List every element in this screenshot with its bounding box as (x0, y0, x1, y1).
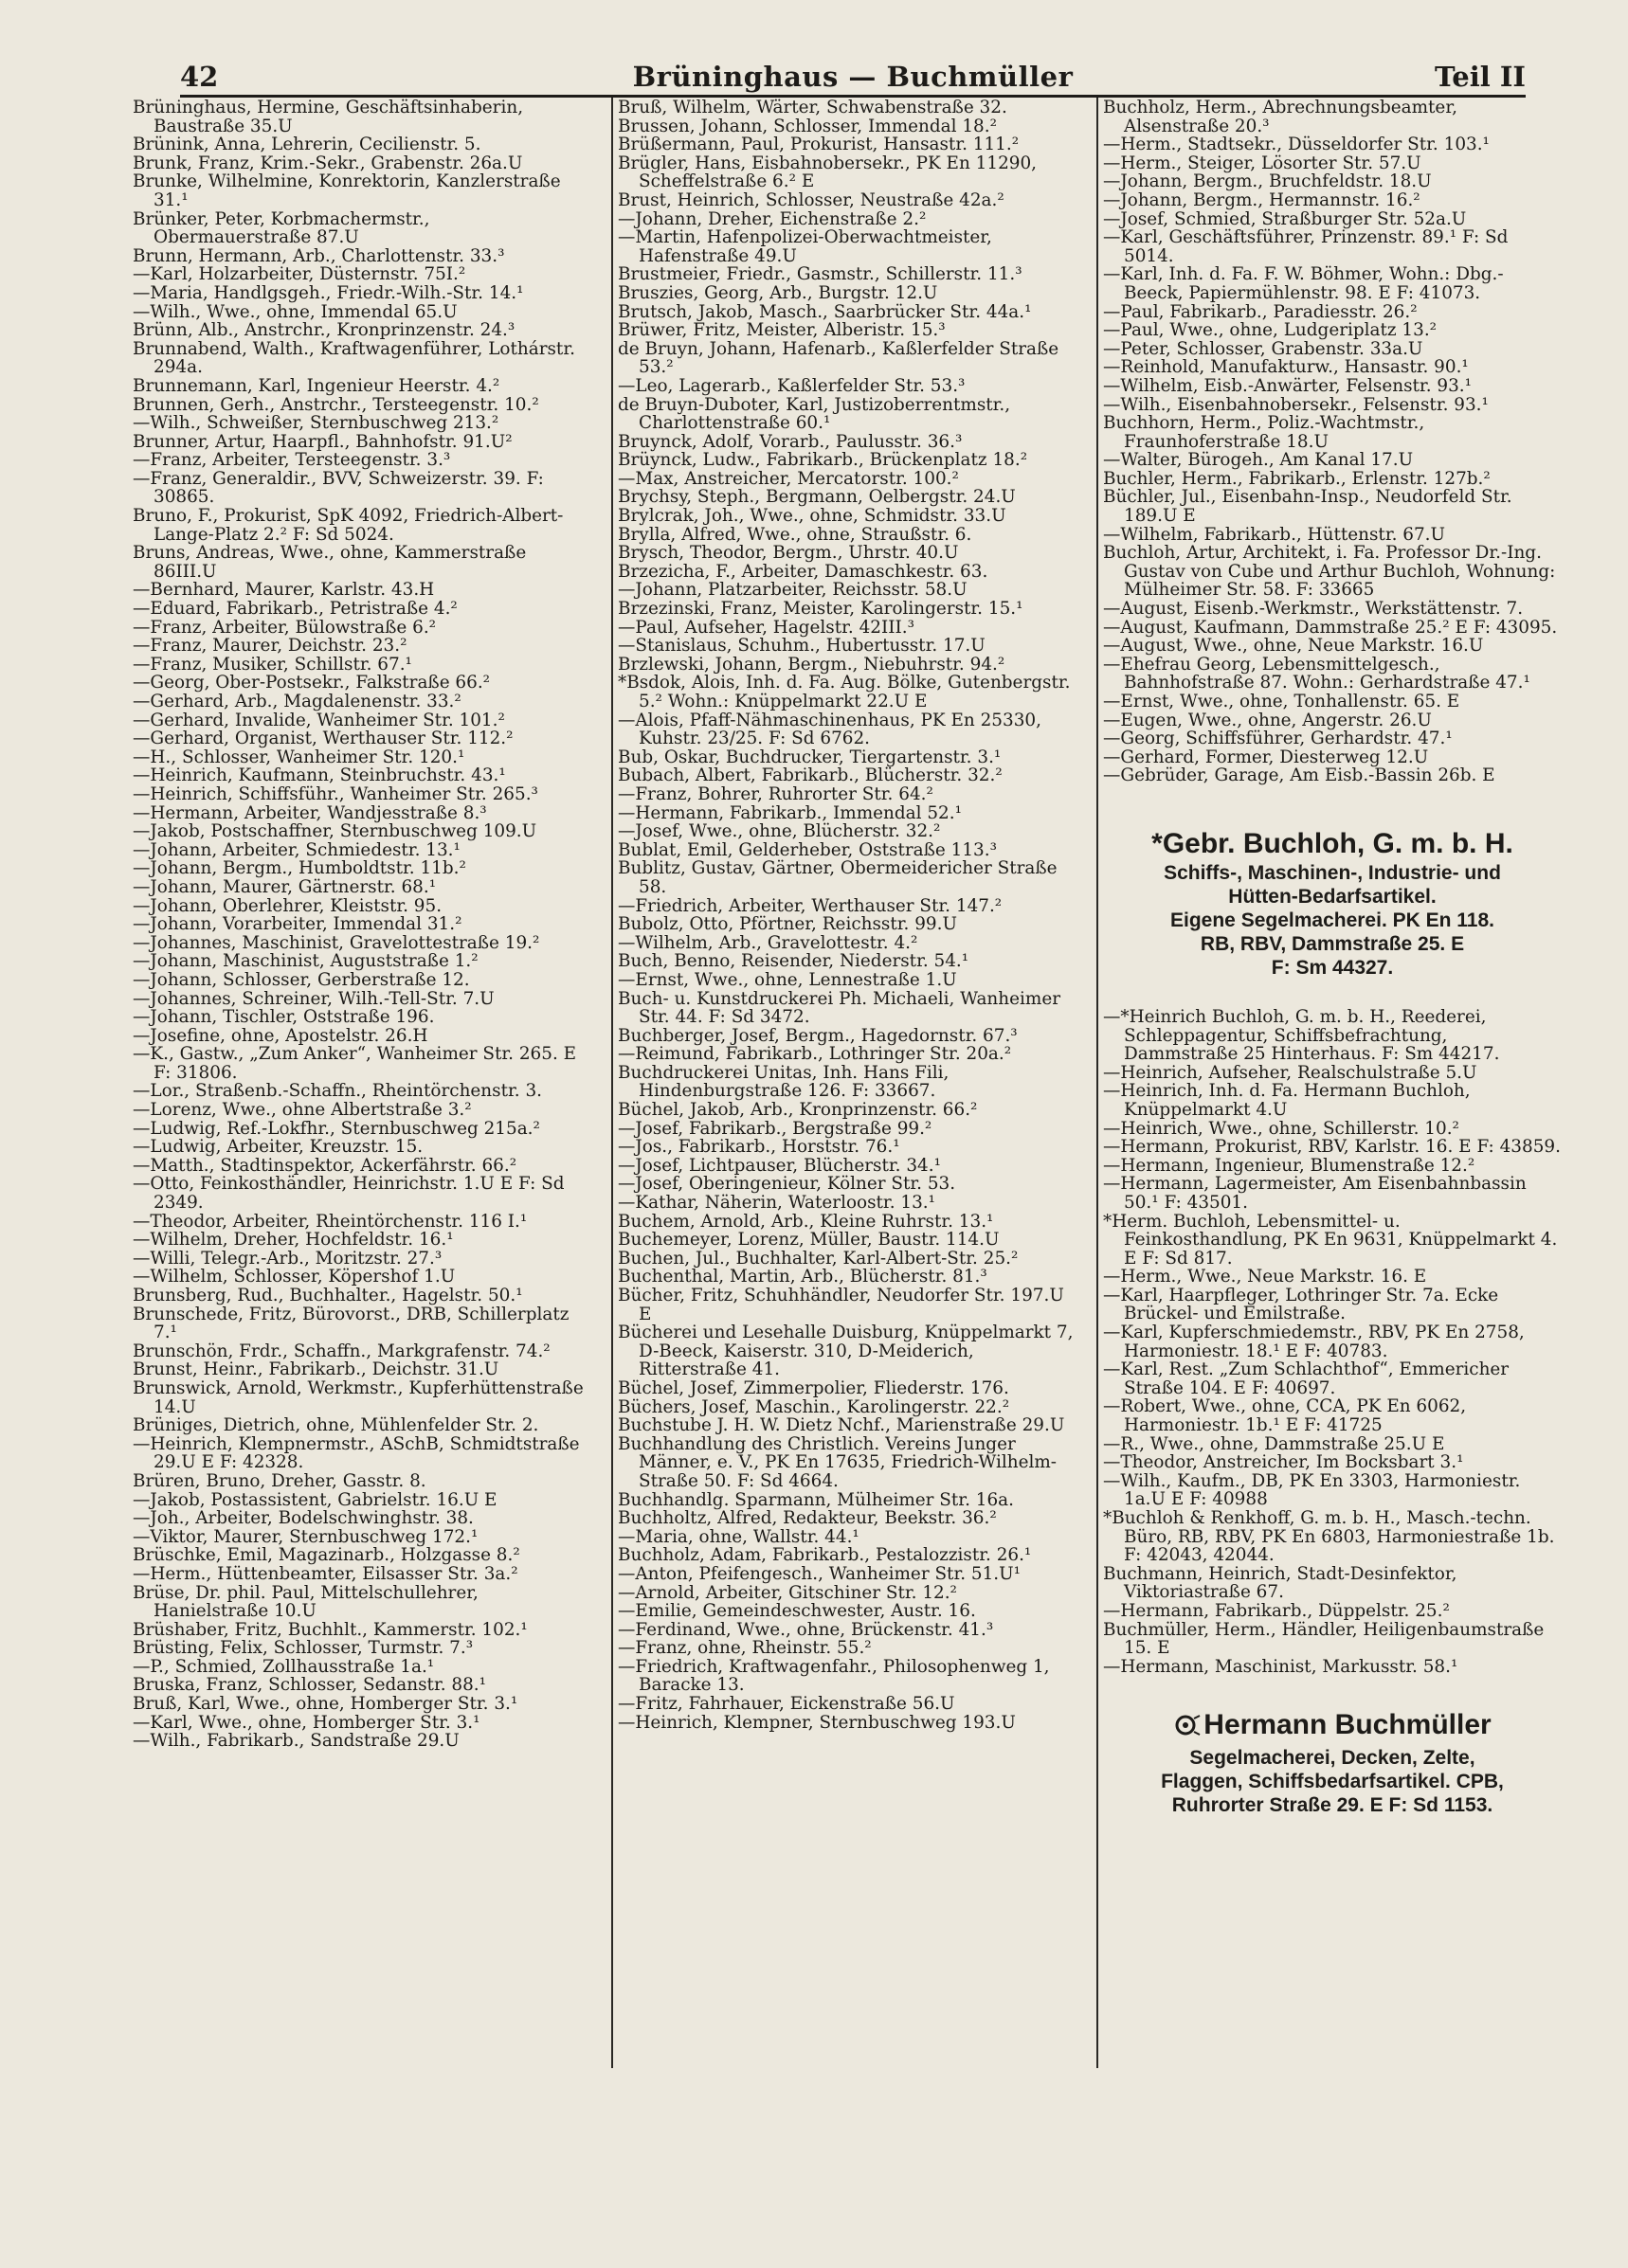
directory-entry: —Anton, Pfeifengesch., Wanheimer Str. 51.U¹ (618, 1563, 1022, 1584)
directory-entry: —Josef, Oberingenieur, Kölner Str. 53. (618, 1174, 956, 1195)
directory-entry: Buchdruckerei Unitas, Inh. Hans Fili, Hindenburgstraße 126. F: 33667. (618, 1062, 950, 1102)
directory-entry: —Franz, Musiker, Schillstr. 67.¹ (133, 654, 412, 675)
directory-entry: —Eugen, Wwe., ohne, Angerstr. 26.U (1103, 710, 1432, 730)
directory-entry: —Maria, ohne, Wallstr. 44.¹ (618, 1526, 859, 1547)
directory-entry: Brüshaber, Fritz, Buchhlt., Kammerstr. 102.¹ (133, 1619, 528, 1640)
directory-entry: Bublat, Emil, Gelderheber, Oststraße 113.³ (618, 839, 997, 860)
directory-entry: —Wilhelm, Fabrikarb., Hüttenstr. 67.U (1103, 524, 1446, 545)
directory-entry: Bücher, Fritz, Schuhhändler, Neudorfer Str. 197.U E (618, 1286, 1064, 1324)
directory-entry: Brunschede, Fritz, Bürovorst., DRB, Schillerplatz 7.¹ (133, 1304, 570, 1343)
directory-entry: —Franz, Generaldir., BVV, Schweizerstr. 39. F: 30865. (133, 468, 544, 508)
ad-line: Eigene Segelmacherei. PK En 118. (1170, 909, 1494, 931)
directory-entry: —Karl, Holzarbeiter, Düsternstr. 75I.² (133, 264, 466, 285)
directory-entry: —Josef, Lichtpauser, Blücherstr. 34.¹ (618, 1155, 941, 1176)
directory-entry: —Stanislaus, Schuhm., Hubertusstr. 17.U (618, 636, 986, 657)
directory-entry: Bruß, Wilhelm, Wärter, Schwabenstraße 32. (618, 98, 1007, 117)
directory-entry: —Wilh., Kaufm., DB, PK En 3303, Harmoniestr. 1a.U E F: 40988 (1103, 1470, 1521, 1510)
directory-entry: —Robert, Wwe., ohne, CCA, PK En 6062, Harmoniestr. 1b.¹ E F: 41725 (1103, 1396, 1467, 1436)
directory-entry: Brutsch, Jakob, Masch., Saarbrücker Str. 44a.¹ (618, 301, 1032, 322)
directory-entry: —Ludwig, Ref.-Lokfhr., Sternbuschweg 215a.² (133, 1118, 540, 1139)
directory-entry: —Heinrich, Inh. d. Fa. Hermann Buchloh, Knüppelmarkt 4.U (1103, 1081, 1471, 1120)
directory-entry: —Karl, Geschäftsführer, Prinzenstr. 89.¹ F: Sd 5014. (1103, 227, 1509, 266)
directory-entry: Brunschön, Frdr., Schaffn., Markgrafenstr. 74.² (133, 1341, 551, 1361)
directory-entry: —Franz, Arbeiter, Bülowstraße 6.² (133, 617, 437, 638)
directory-entry: —Johann, Bergm., Humboldtstr. 11b.² (133, 858, 466, 879)
directory-entry: —Johann, Platzarbeiter, Reichsstr. 58.U (618, 580, 968, 601)
directory-entry: —Fritz, Fahrhauer, Eickenstraße 56.U (618, 1694, 955, 1715)
directory-entry: Brysch, Theodor, Bergm., Uhrstr. 40.U (618, 543, 959, 564)
directory-entry: —Karl, Haarpfleger, Lothringer Str. 7a. Ecke Brückel- und Emilstraße. (1103, 1285, 1499, 1324)
directory-entry: —Franz, Bohrer, Ruhrorter Str. 64.² (618, 783, 933, 804)
directory-entry: Buchberger, Josef, Bergm., Hagedornstr. 67.³ (618, 1025, 1018, 1046)
directory-entry: —Karl, Wwe., ohne, Homberger Str. 3.¹ (133, 1712, 480, 1733)
directory-entry: —Georg, Schiffsführer, Gerhardstr. 47.¹ (1103, 729, 1453, 749)
directory-entry: —Matth., Stadtinspektor, Ackerfährstr. 66.² (133, 1155, 517, 1176)
directory-entry: Brüschke, Emil, Magazinarb., Holzgasse 8.² (133, 1545, 520, 1566)
directory-entry: Bubach, Albert, Fabrikarb., Blücherstr. 32.² (618, 765, 1003, 786)
directory-entry: Buchholtz, Alfred, Redakteur, Beekstr. 36.² (618, 1508, 997, 1529)
directory-entry: —Wilhelm, Eisb.-Anwärter, Felsenstr. 93.¹ (1103, 375, 1473, 396)
directory-entry: —Friedrich, Kraftwagenfahr., Philosophenweg 1, Baracke 13. (618, 1656, 1050, 1696)
directory-entry: Bub, Oskar, Buchdrucker, Tiergartenstr. 3.¹ (618, 747, 1002, 767)
directory-entry: —Gerhard, Invalide, Wanheimer Str. 101.² (133, 710, 505, 730)
column-2 (618, 99, 1076, 1732)
directory-entry: —Johannes, Maschinist, Gravelottestraße 19.² (133, 932, 540, 953)
advertisement-gebr-buchloh (1103, 827, 1562, 980)
directory-entry: —Alois, Pfaff-Nähmaschinenhaus, PK En 25330, Kuhstr. 23/25. F: Sd 6762. (618, 710, 1041, 749)
directory-entry: —August, Kaufmann, Dammstraße 25.² E F: 43095. (1103, 617, 1558, 638)
directory-entry: —Friedrich, Arbeiter, Werthauser Str. 147.² (618, 895, 1003, 916)
directory-entry: —Johann, Dreher, Eichenstraße 2.² (618, 208, 927, 229)
directory-entry: Brüniges, Dietrich, ohne, Mühlenfelder Str. 2. (133, 1415, 539, 1436)
directory-entry: —Wilhelm, Schlosser, Köpershof 1.U (133, 1267, 456, 1287)
directory-entry: Brunk, Franz, Krim.-Sekr., Grabenstr. 26a.U (133, 153, 523, 173)
directory-entry: —Heinrich, Aufseher, Realschulstraße 5.U (1103, 1062, 1477, 1083)
directory-entry: Brunst, Heinr., Fabrikarb., Deichstr. 31.U (133, 1359, 499, 1380)
ad-line: RB, RBV, Dammstraße 25. E (1200, 932, 1465, 955)
directory-entry: —Johann, Schlosser, Gerberstraße 12. (133, 969, 470, 990)
ad-line: Ruhrorter Straße 29. E F: Sd 1153. (1171, 1794, 1493, 1817)
ornament-icon (1173, 1712, 1202, 1746)
directory-entry: —Johann, Tischler, Oststraße 196. (133, 1007, 435, 1028)
directory-entry: Brüwer, Fritz, Meister, Alberistr. 15.³ (618, 320, 946, 341)
directory-entry: Buchholz, Herm., Abrechnungsbeamter, Alsenstraße 20.³ (1103, 98, 1457, 136)
directory-entry: Brustmeier, Friedr., Gasmstr., Schillerstr. 11.³ (618, 264, 1022, 285)
directory-entry: Brünker, Peter, Korbmachermstr., Obermauerstraße 87.U (133, 208, 430, 248)
directory-entry: Buch, Benno, Reisender, Niederstr. 54.¹ (618, 951, 969, 972)
directory-entry: *Herm. Buchloh, Lebensmittel- u. Feinkosthandlung, PK En 9631, Knüppelmarkt 4. E F: Sd 817. (1103, 1211, 1558, 1269)
directory-entry: —Gerhard, Former, Diesterweg 12.U (1103, 747, 1429, 767)
directory-entry: Brüse, Dr. phil. Paul, Mittelschullehrer, Hanielstraße 10.U (133, 1582, 479, 1622)
directory-entry: Brünink, Anna, Lehrerin, Cecilienstr. 5. (133, 135, 481, 155)
directory-entry: Bruß, Karl, Wwe., ohne, Homberger Str. 3.¹ (133, 1694, 518, 1715)
directory-entry: Bruszies, Georg, Arb., Burgstr. 12.U (618, 282, 938, 303)
directory-entry: —Hermann, Fabrikarb., Immendal 52.¹ (618, 802, 962, 823)
directory-entry: Brzezicha, F., Arbeiter, Damaschkestr. 63. (618, 561, 988, 582)
directory-entry: Brunn, Hermann, Arb., Charlottenstr. 33.³ (133, 245, 505, 266)
directory-entry: —Josefine, ohne, Apostelstr. 26.H (133, 1025, 428, 1046)
directory-entry: —Jakob, Postassistent, Gabrielstr. 16.U E (133, 1489, 497, 1510)
directory-entry: Brünn, Alb., Anstrchr., Kronprinzenstr. 24.³ (133, 320, 516, 341)
directory-entry: —Georg, Ober-Postsekr., Falkstraße 66.² (133, 673, 491, 693)
directory-entry: —Lorenz, Wwe., ohne Albertstraße 3.² (133, 1100, 472, 1121)
directory-entry: Buchhandlg. Sparmann, Mülheimer Str. 16a. (618, 1489, 1014, 1510)
directory-entry: Brust, Heinrich, Schlosser, Neustraße 42a.² (618, 189, 1004, 210)
directory-entry: —Joh., Arbeiter, Bodelschwinghstr. 38. (133, 1508, 474, 1529)
directory-entry: —August, Wwe., ohne, Neue Markstr. 16.U (1103, 636, 1484, 657)
directory-entry: Buchler, Herm., Fabrikarb., Erlenstr. 127b.² (1103, 468, 1491, 489)
directory-entry: —Reinhold, Manufakturw., Hansastr. 90.¹ (1103, 357, 1469, 378)
directory-entry: —Herm., Steiger, Lösorter Str. 57.U (1103, 153, 1421, 173)
directory-entry: Buchemeyer, Lorenz, Müller, Baustr. 114.U (618, 1230, 1000, 1251)
directory-entry: —Karl, Kupferschmiedemstr., RBV, PK En 2758, Harmoniestr. 18.¹ E F: 40783. (1103, 1323, 1525, 1361)
ad-line: Segelmacherei, Decken, Zelte, (1189, 1747, 1475, 1770)
directory-entry: Buchhorn, Herm., Poliz.-Wachtmstr., Fraunhoferstraße 18.U (1103, 413, 1425, 452)
directory-entry: Bruno, F., Prokurist, SpK 4092, Friedrich-Albert-Lange-Platz 2.² F: Sd 5024. (133, 506, 564, 545)
directory-entry: —Wilh., Schweißer, Sternbuschweg 213.² (133, 413, 499, 434)
directory-entry: —Wilh., Wwe., ohne, Immendal 65.U (133, 301, 458, 322)
directory-entry: —August, Eisenb.-Werkmstr., Werkstättenstr. 7. (1103, 599, 1524, 620)
directory-entry: —Franz, Maurer, Deichstr. 23.² (133, 636, 407, 657)
directory-entry: Büchers, Josef, Maschin., Karolingerstr. 22.² (618, 1396, 1010, 1417)
ad-line: Flaggen, Schiffsbedarfsartikel. CPB, (1161, 1771, 1504, 1793)
directory-entry: —Heinrich, Kaufmann, Steinbruchstr. 43.¹ (133, 765, 506, 786)
directory-entry: Brunke, Wilhelmine, Konrektorin, Kanzlerstraße 31.¹ (133, 171, 561, 210)
directory-entry: Brüynck, Ludw., Fabrikarb., Brückenplatz 18.² (618, 450, 1028, 471)
directory-entry: —Ferdinand, Wwe., ohne, Brückenstr. 41.³ (618, 1619, 994, 1640)
directory-entry: —Jos., Fabrikarb., Horststr. 76.¹ (618, 1137, 900, 1158)
directory-entry: —Hermann, Lagermeister, Am Eisenbahnbassin 50.¹ F: 43501. (1103, 1174, 1527, 1213)
directory-entry: Brychsy, Steph., Bergmann, Oelbergstr. 24.U (618, 487, 1016, 508)
directory-entry: —Theodor, Anstreicher, Im Bocksbart 3.¹ (1103, 1452, 1464, 1473)
column-divider (611, 98, 613, 2068)
column-1 (133, 99, 591, 1751)
directory-entry: —Johann, Oberlehrer, Kleiststr. 95. (133, 895, 443, 916)
directory-entry: Brylcrak, Joh., Wwe., ohne, Schmidstr. 33.U (618, 506, 1006, 527)
directory-entry: —Paul, Fabrikarb., Paradiesstr. 26.² (1103, 301, 1418, 322)
directory-entry: Brunnabend, Walth., Kraftwagenführer, Lothárstr. 294a. (133, 338, 575, 378)
directory-entry: Büchler, Jul., Eisenbahn-Insp., Neudorfeld Str. 189.U E (1103, 487, 1512, 527)
directory-entry: —Arnold, Arbeiter, Gitschiner Str. 12.² (618, 1582, 957, 1603)
directory-entry: Brunnemann, Karl, Ingenieur Heerstr. 4.² (133, 375, 500, 396)
directory-entry: —Johann, Vorarbeiter, Immendal 31.² (133, 914, 462, 935)
directory-entry: —Johann, Maurer, Gärtnerstr. 68.¹ (133, 876, 437, 897)
directory-entry: —Kathar, Näherin, Waterloostr. 13.¹ (618, 1193, 936, 1214)
directory-entry: —Hermann, Prokurist, RBV, Karlstr. 16. E F: 43859. (1103, 1137, 1561, 1158)
directory-entry: —Wilhelm, Arb., Gravelottestr. 4.² (618, 932, 918, 953)
ad-line: Hütten-Bedarfsartikel. (1228, 885, 1437, 908)
directory-entry: —Hermann, Ingenieur, Blumenstraße 12.² (1103, 1155, 1475, 1176)
directory-entry: Brüsting, Felix, Schlosser, Turmstr. 7.³ (133, 1638, 474, 1659)
directory-entry: —Josef, Schmied, Straßburger Str. 52a.U (1103, 208, 1467, 229)
directory-entry: *Bsdok, Alois, Inh. d. Fa. Aug. Bölke, Gutenbergstr. 5.² Wohn.: Knüppelmarkt 22.U E (618, 673, 1071, 711)
directory-entry: —Walter, Bürogeh., Am Kanal 17.U (1103, 450, 1414, 471)
directory-entry: —Bernhard, Maurer, Karlstr. 43.H (133, 580, 435, 601)
directory-entry: —Karl, Rest. „Zum Schlachthof“, Emmericher Straße 104. E F: 40697. (1103, 1359, 1510, 1398)
directory-entry: —Ehefrau Georg, Lebensmittelgesch., Bahnhofstraße 87. Wohn.: Gerhardstraße 47.¹ (1103, 654, 1530, 693)
directory-entry: Brunnen, Gerh., Anstrchr., Tersteegenstr. 10.² (133, 394, 539, 415)
directory-entry: —Wilhelm, Dreher, Hochfeldstr. 16.¹ (133, 1230, 454, 1251)
directory-entry: Brüßermann, Paul, Prokurist, Hansastr. 111.² (618, 135, 1020, 155)
directory-entry: —Josef, Wwe., ohne, Blücherstr. 32.² (618, 821, 941, 842)
directory-entry: Brzlewski, Johann, Bergm., Niebuhrstr. 94.² (618, 654, 1005, 675)
directory-entry: —P., Schmied, Zollhausstraße 1a.¹ (133, 1656, 435, 1677)
directory-entry: —Reimund, Fabrikarb., Lothringer Str. 20a.² (618, 1044, 1012, 1065)
directory-entry: —Johannes, Schreiner, Wilh.-Tell-Str. 7.U (133, 988, 495, 1009)
directory-entry: —Johann, Maschinist, Auguststraße 1.² (133, 951, 479, 972)
directory-entry: *Buchloh & Renkhoff, G. m. b. H., Masch.-techn. Büro, RB, RBV, PK En 6803, Harmoniestraße 1b. F: 42043, 42044. (1103, 1508, 1555, 1566)
directory-entry: —Peter, Schlosser, Grabenstr. 33a.U (1103, 338, 1423, 359)
directory-entry: —K., Gastw., „Zum Anker“, Wanheimer Str. 265. E F: 31806. (133, 1044, 577, 1083)
directory-entry: —Heinrich, Wwe., ohne, Schillerstr. 10.² (1103, 1118, 1459, 1139)
directory-entry: Brunsberg, Rud., Buchhalter., Hagelstr. 50.¹ (133, 1286, 523, 1305)
directory-entry: —Wilh., Fabrikarb., Sandstraße 29.U (133, 1731, 460, 1752)
directory-entry: Brzezinski, Franz, Meister, Karolingerstr. 15.¹ (618, 599, 1023, 620)
directory-entry: Buchen, Jul., Buchhalter, Karl-Albert-Str. 25.² (618, 1248, 1019, 1269)
column-divider (1096, 98, 1098, 2068)
directory-entry: —Lor., Straßenb.-Schaffn., Rheintörchenstr. 3. (133, 1081, 542, 1102)
page-header (180, 55, 1526, 97)
directory-entry: Büchel, Jakob, Arb., Kronprinzenstr. 66.² (618, 1100, 978, 1121)
directory-entry: —Willi, Telegr.-Arb., Moritzstr. 27.³ (133, 1248, 443, 1269)
directory-entry: —Ernst, Wwe., ohne, Lennestraße 1.U (618, 969, 957, 990)
directory-entry: de Bruyn, Johann, Hafenarb., Kaßlerfelder Straße 53.² (618, 338, 1059, 378)
ad-title: Hermann Buchmüller (1103, 1708, 1562, 1746)
directory-entry: —Eduard, Fabrikarb., Petristraße 4.² (133, 599, 458, 620)
directory-entry: —Max, Anstreicher, Mercatorstr. 100.² (618, 468, 959, 489)
directory-entry: —Herm., Wwe., Neue Markstr. 16. E (1103, 1267, 1427, 1287)
directory-entry: —Franz, Arbeiter, Tersteegenstr. 3.³ (133, 450, 451, 471)
directory-entry: —Johann, Bergm., Hermannstr. 16.² (1103, 189, 1420, 210)
directory-entry: —Viktor, Maurer, Sternbuschweg 172.¹ (133, 1526, 479, 1547)
directory-entry: —Heinrich, Klempnermstr., ASchB, Schmidtstraße 29.U E F: 42328. (133, 1433, 580, 1473)
directory-entry: —Josef, Fabrikarb., Bergstraße 99.² (618, 1118, 932, 1139)
directory-entry: Buchmann, Heinrich, Stadt-Desinfektor, Viktoriastraße 67. (1103, 1563, 1457, 1603)
directory-entry: —Herm., Hüttenbeamter, Eilsasser Str. 3a.² (133, 1563, 518, 1584)
directory-entry: —Maria, Handlgsgeh., Friedr.-Wilh.-Str. 14.¹ (133, 282, 524, 303)
directory-entry: —*Heinrich Buchloh, G. m. b. H., Reederei, Schleppagentur, Schiffsbefrachtung, Dammstraße 25 Hinterhaus. F: Sm 44217. (1103, 1006, 1500, 1065)
directory-entry: de Bruyn-Duboter, Karl, Justizoberrentmstr., Charlottenstraße 60.¹ (618, 394, 1011, 434)
directory-entry: —Leo, Lagerarb., Kaßlerfelder Str. 53.³ (618, 375, 966, 396)
directory-entry: —Hermann, Fabrikarb., Düppelstr. 25.² (1103, 1600, 1450, 1621)
advertisement-hermann-buchmueller (1103, 1708, 1562, 1817)
directory-entry: Brussen, Johann, Schlosser, Immendal 18.² (618, 116, 997, 136)
directory-entry: —Paul, Aufseher, Hagelstr. 42III.³ (618, 617, 915, 638)
directory-entry: —H., Schlosser, Wanheimer Str. 120.¹ (133, 747, 465, 767)
directory-entry: Bubolz, Otto, Pförtner, Reichsstr. 99.U (618, 914, 957, 935)
part-label: Teil II (1435, 61, 1526, 93)
ad-line: Schiffs-, Maschinen-, Industrie- und (1164, 861, 1501, 884)
directory-entry: Buchstube J. H. W. Dietz Nchf., Marienstraße 29.U (618, 1415, 1065, 1436)
directory-entry: —Johann, Arbeiter, Schmiedestr. 13.¹ (133, 839, 461, 860)
directory-entry: —Heinrich, Schiffsführ., Wanheimer Str. 265.³ (133, 783, 538, 804)
page-number: 42 (180, 61, 219, 93)
directory-entry: Buch- u. Kunstdruckerei Ph. Michaeli, Wanheimer Str. 44. F: Sd 3472. (618, 988, 1060, 1028)
directory-entry: Brunswick, Arnold, Werkmstr., Kupferhüttenstraße 14.U (133, 1377, 584, 1417)
directory-entry: —Ludwig, Arbeiter, Kreuzstr. 15. (133, 1137, 424, 1158)
ad-line: F: Sm 44327. (1271, 956, 1394, 979)
directory-entry: Buchmüller, Herm., Händler, Heiligenbaumstraße 15. E (1103, 1619, 1545, 1659)
directory-entry: Buchholz, Adam, Fabrikarb., Pestalozzistr. 26.¹ (618, 1545, 1032, 1566)
directory-entry: —Franz, ohne, Rheinstr. 55.² (618, 1638, 872, 1659)
directory-entry: —Paul, Wwe., ohne, Ludgeriplatz 13.² (1103, 320, 1438, 341)
directory-entry: —Jakob, Postschaffner, Sternbuschweg 109.U (133, 821, 537, 842)
directory-entry: Brüren, Bruno, Dreher, Gasstr. 8. (133, 1470, 426, 1491)
directory-entry: Buchem, Arnold, Arb., Kleine Ruhrstr. 13.¹ (618, 1211, 994, 1232)
directory-entry: —Heinrich, Klempner, Sternbuschweg 193.U (618, 1712, 1016, 1733)
directory-entry: —Emilie, Gemeindeschwester, Austr. 16. (618, 1601, 976, 1622)
directory-entry: —Hermann, Arbeiter, Wandjesstraße 8.³ (133, 802, 487, 823)
directory-entry: Bruynck, Adolf, Vorarb., Paulusstr. 36.³ (618, 431, 963, 452)
directory-entry: —Karl, Inh. d. Fa. F. W. Böhmer, Wohn.: Dbg.-Beeck, Papiermühlenstr. 98. E F: 41073. (1103, 264, 1504, 303)
directory-entry: Brüninghaus, Hermine, Geschäftsinhaberin, Baustraße 35.U (133, 98, 524, 136)
page-range-heading: Brüninghaus — Buchmüller (632, 61, 1074, 93)
directory-entry: Brügler, Hans, Eisbahnobersekr., PK En 11290, Scheffelstraße 6.² E (618, 153, 1038, 192)
directory-entry: Buchloh, Artur, Architekt, i. Fa. Professor Dr.-Ing. Gustav von Cube und Arthur Buchloh, Wohnung: Mülheimer Str. 58. F: 33665 (1103, 543, 1556, 601)
directory-entry: Bücherei und Lesehalle Duisburg, Knüppelmarkt 7, D-Beeck, Kaiserstr. 310, D-Meiderich, Ritterstraße 41. (618, 1323, 1074, 1380)
directory-entry: Bruns, Andreas, Wwe., ohne, Kammerstraße 86III.U (133, 543, 527, 582)
column-3 (1103, 99, 1562, 1817)
directory-entry: —Herm., Stadtsekr., Düsseldorfer Str. 103.¹ (1103, 135, 1490, 155)
directory-entry: —Otto, Feinkosthändler, Heinrichstr. 1.U E F: Sd 2349. (133, 1174, 565, 1214)
directory-entry: —Martin, Hafenpolizei-Oberwachtmeister, Hafenstraße 49.U (618, 227, 992, 266)
directory-entry: —Wilh., Eisenbahnobersekr., Felsenstr. 93.¹ (1103, 394, 1489, 415)
directory-entry: Brylla, Alfred, Wwe., ohne, Straußstr. 6. (618, 524, 972, 545)
directory-entry: —Johann, Bergm., Bruchfeldstr. 18.U (1103, 171, 1432, 192)
directory-entry: —Hermann, Maschinist, Markusstr. 58.¹ (1103, 1656, 1458, 1677)
directory-entry: Bublitz, Gustav, Gärtner, Obermeidericher Straße 58. (618, 858, 1058, 897)
directory-entry: —Theodor, Arbeiter, Rheintörchenstr. 116 I.¹ (133, 1211, 528, 1232)
directory-entry: Büchel, Josef, Zimmerpolier, Fliederstr. 176. (618, 1377, 1009, 1398)
directory-entry: —Ernst, Wwe., ohne, Tonhallenstr. 65. E (1103, 692, 1460, 711)
ad-title: *Gebr. Buchloh, G. m. b. H. (1151, 827, 1513, 859)
directory-entry: —Gerhard, Arb., Magdalenenstr. 33.² (133, 692, 461, 711)
directory-entry: —Gebrüder, Garage, Am Eisb.-Bassin 26b. E (1103, 765, 1495, 786)
directory-entry: Brunner, Artur, Haarpfl., Bahnhofstr. 91.U² (133, 431, 513, 452)
directory-entry: Buchhandlung des Christlich. Vereins Junger Männer, e. V., PK En 17635, Friedrich-Wilhelm-Straße 50. F: Sd 4664. (618, 1433, 1057, 1491)
column-3-entries-top (1103, 99, 1562, 785)
directory-entry: Bruska, Franz, Schlosser, Sedanstr. 88.¹ (133, 1675, 487, 1696)
directory-entry: Buchenthal, Martin, Arb., Blücherstr. 81.³ (618, 1267, 987, 1287)
directory-entry: —Gerhard, Organist, Werthauser Str. 112.² (133, 729, 514, 749)
column-3-entries-middle (1103, 1008, 1562, 1676)
directory-entry: —R., Wwe., ohne, Dammstraße 25.U E (1103, 1433, 1445, 1454)
